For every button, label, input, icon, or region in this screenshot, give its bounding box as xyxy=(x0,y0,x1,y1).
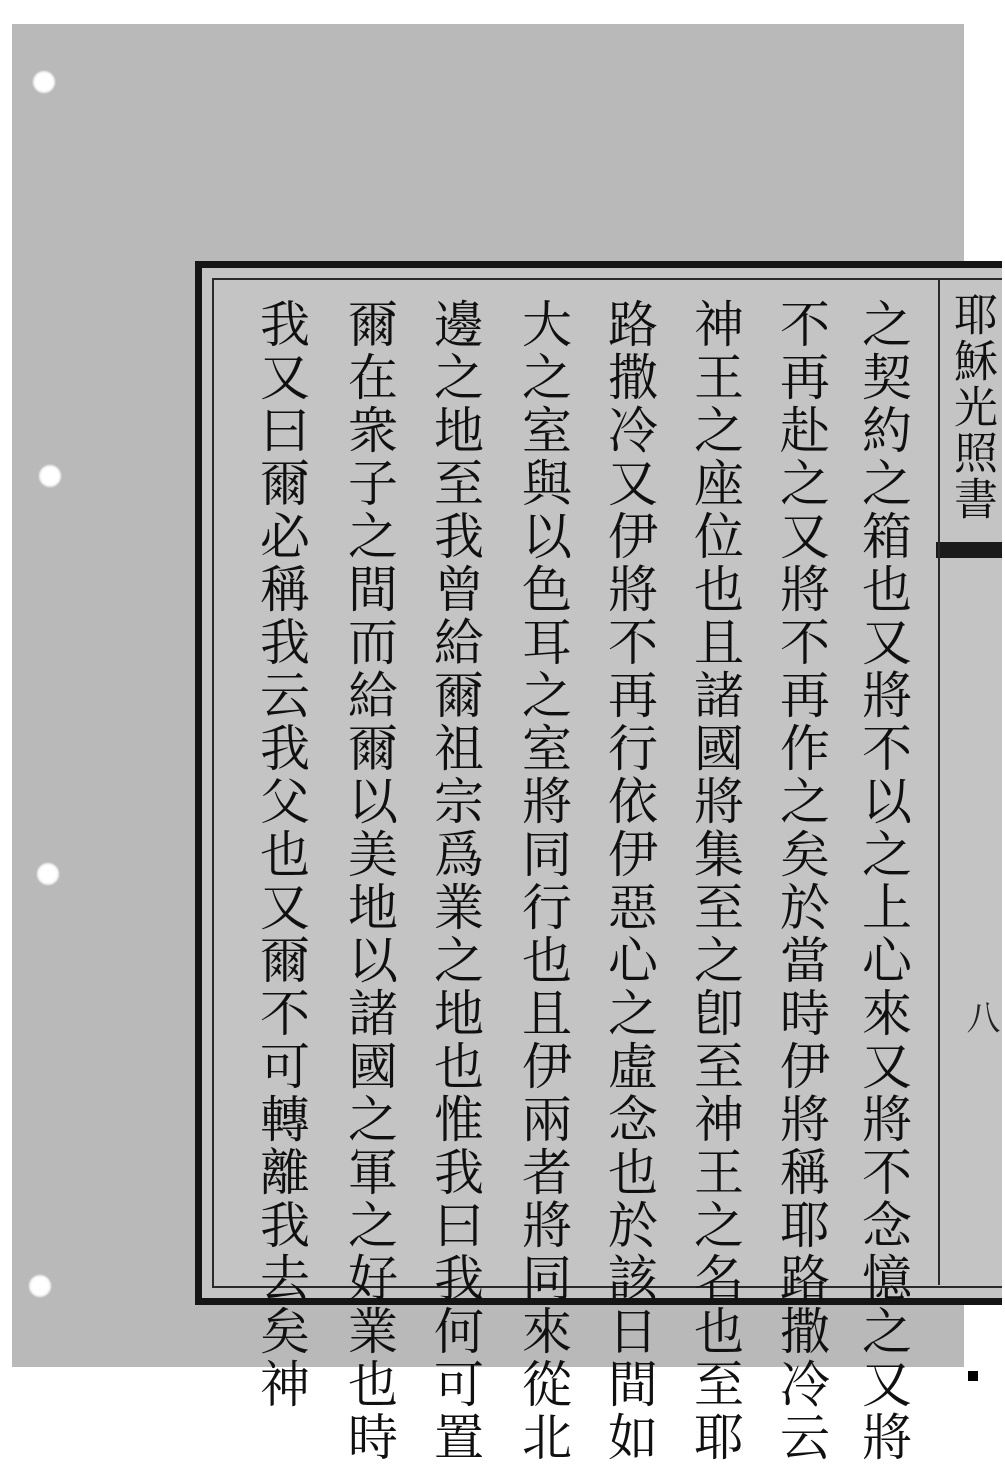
text-column-2: 不再赴之又將不再作之矣於當時伊將稱耶路撒冷云 xyxy=(772,298,830,1464)
punch-hole xyxy=(38,464,62,488)
text-column-6: 邊之地至我曾給爾祖宗爲業之地也惟我曰我何可置 xyxy=(426,298,484,1464)
scanned-page xyxy=(12,24,1000,1464)
text-column-3: 神王之座位也且諸國將集至之卽至神王之名也至耶 xyxy=(686,298,744,1464)
text-frame xyxy=(195,261,1002,1464)
running-title: 耶穌光照書 xyxy=(946,292,997,522)
corner-mark xyxy=(968,1371,978,1381)
punch-hole xyxy=(28,1274,52,1298)
text-column-5: 大之室與以色耳之室將同行也且伊兩者將同來從北 xyxy=(514,298,572,1464)
punch-hole xyxy=(32,70,56,94)
text-column-1: 之契約之箱也又將不以之上心來又將不念憶之又將 xyxy=(854,298,912,1464)
folio-number: 八 xyxy=(960,1000,1000,1034)
text-column-7: 爾在衆子之間而給爾以美地以諸國之軍之好業也時 xyxy=(340,298,398,1464)
punch-hole xyxy=(36,862,60,886)
text-column-8: 我又曰爾必稱我云我父也又爾不可轉離我去矣神 xyxy=(252,298,310,1411)
text-column-4: 路撒冷又伊將不再行依伊惡心之虛念也於該日間如 xyxy=(600,298,658,1464)
inner-border xyxy=(212,278,1002,1464)
header-divider xyxy=(938,280,940,1285)
header-fishtail xyxy=(936,542,1002,558)
